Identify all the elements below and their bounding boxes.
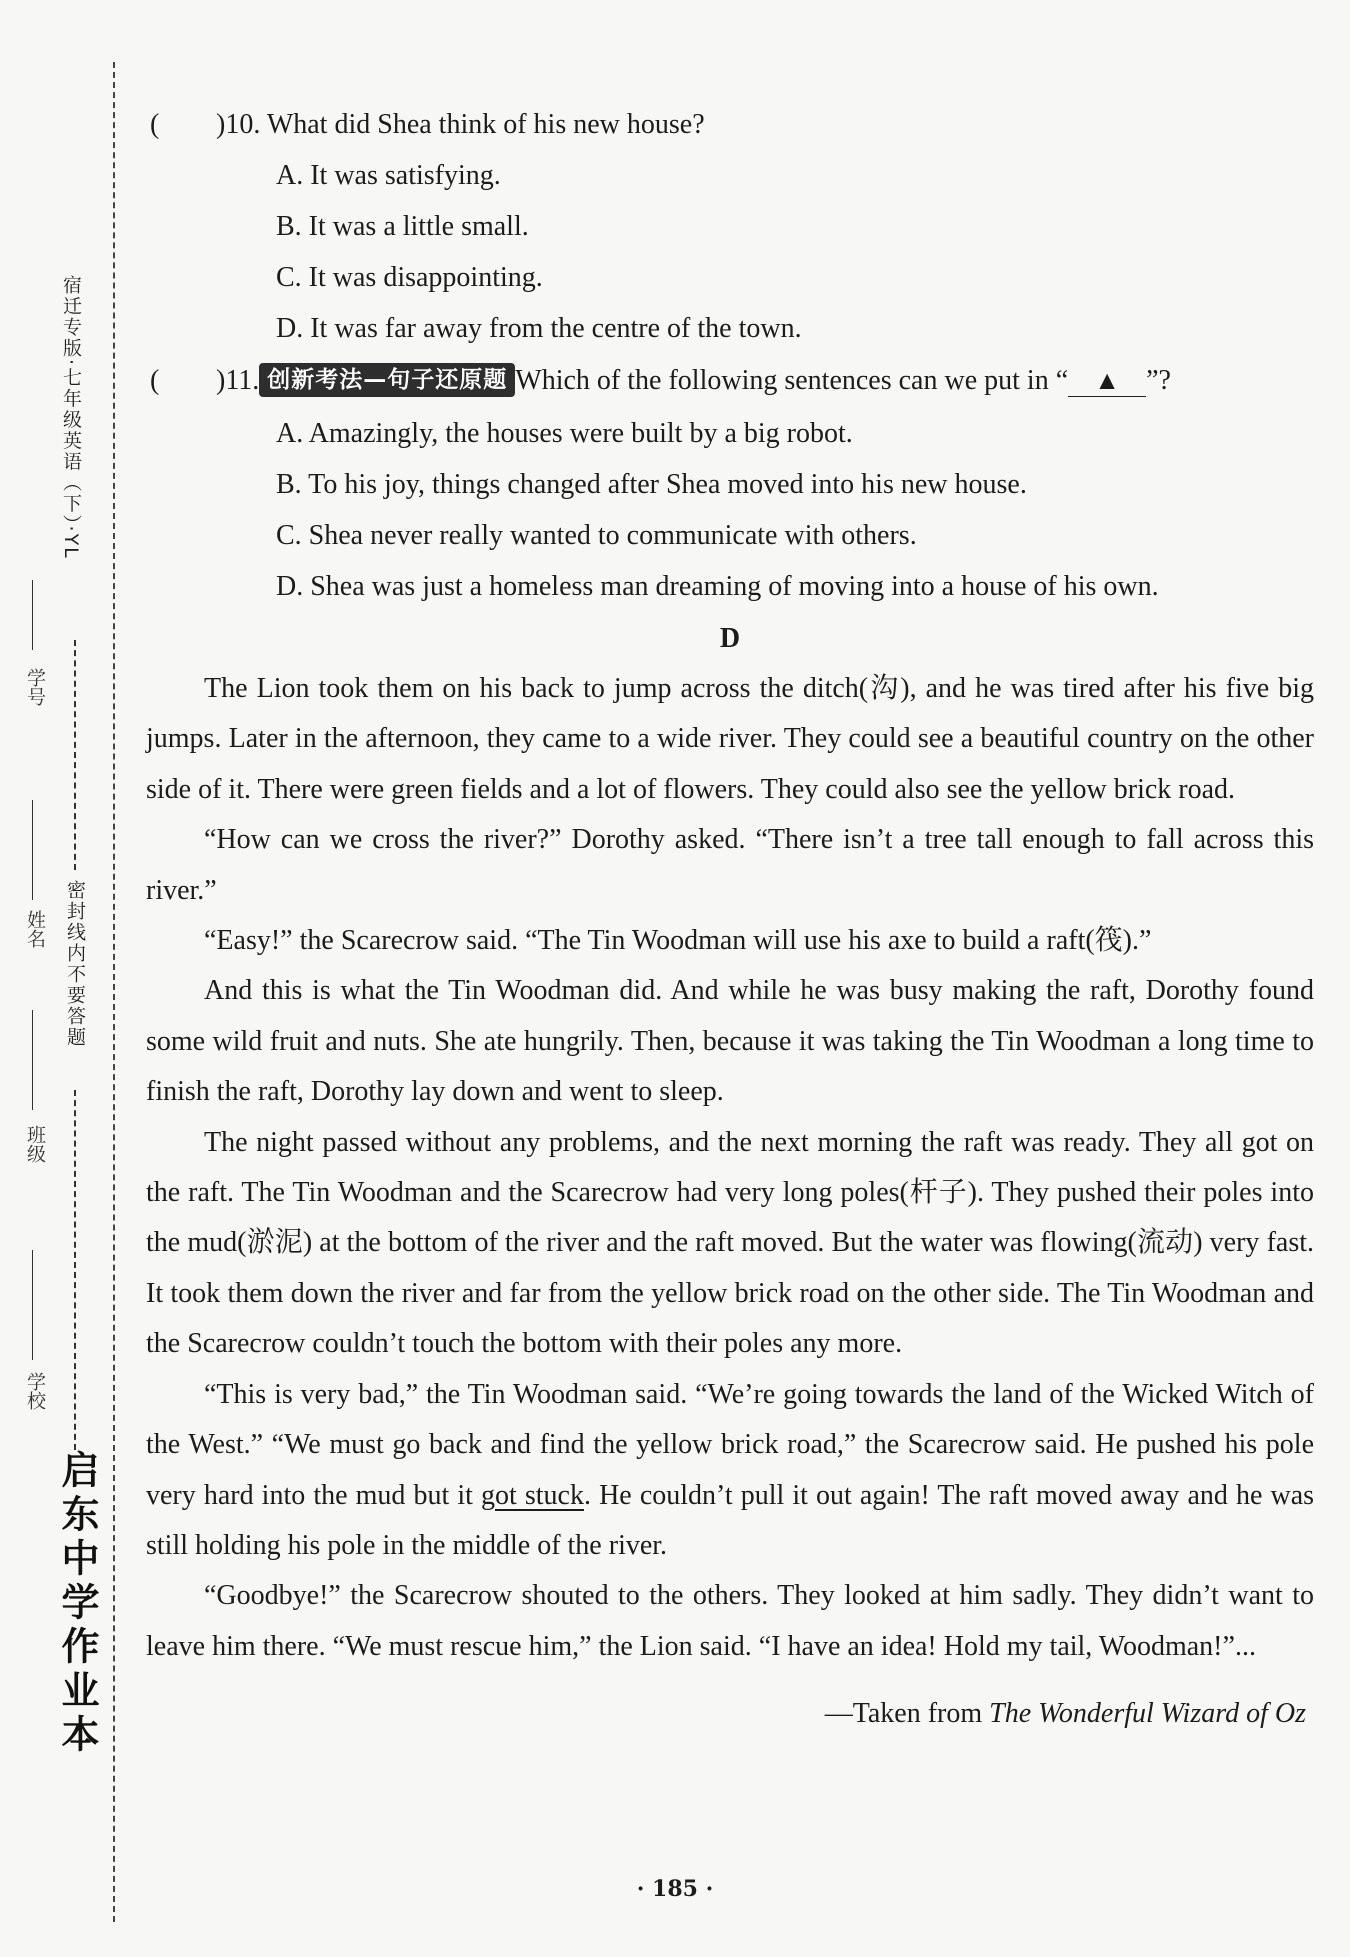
q10-option-c: C. It was disappointing. [276, 262, 543, 293]
seal-dash-top [74, 640, 76, 870]
question-content [146, 100, 1314, 1734]
answer-paren[interactable]: ( [150, 109, 160, 140]
source-title: The Wonderful Wizard of Oz [989, 1698, 1306, 1730]
cut-line [113, 62, 115, 1922]
question-number [216, 100, 705, 150]
q10-number: )10. [216, 109, 261, 140]
answer-blank [1068, 366, 1146, 397]
q11-option-d: D. Shea was just a homeless man dreaming of moving into a house of his own. [276, 571, 1159, 602]
question-type-tag: 创新考法—句子还原题 [259, 363, 515, 397]
p6-before: “This is very bad,” the Tin Woodman said. “We’re going towards the land of the Wicked Witch of the West.” “We must go back and find the yellow brick road,” the Scarecrow said. He pushed his pole very hard into the mud but it [146, 1378, 1314, 1511]
binding-margin [0, 0, 120, 1957]
q11-option-a: A. Amazingly, the houses were built by a big robot. [276, 418, 853, 449]
passage-paragraph-3: “Easy!” the Scarecrow said. “The Tin Woodman will use his axe to build a raft(筏).” [204, 925, 1152, 957]
q10-stem: What did Shea think of his new house? [266, 109, 705, 140]
class-line[interactable] [32, 1010, 33, 1110]
q11-stem-after: ”? [1146, 365, 1171, 396]
section-heading: D [719, 623, 741, 654]
q11-stem-before: Which of the following sentences can we put in “ [515, 365, 1069, 396]
name-line[interactable] [32, 800, 33, 900]
student-id-label: 学号 [24, 668, 46, 706]
school-line[interactable] [32, 1250, 33, 1360]
brand-title: 启东中学作业本 [55, 1450, 99, 1758]
page-number: · 185 · [636, 1876, 714, 1902]
passage-paragraph-1: The Lion took them on his back to jump across the ditch(沟), and he was tired after his five big jumps. Later in the afternoon, they came to a wide river. They could see a beautiful country on the other side of it. There were green fields and a lot of flowers. They could also see the yellow brick road. [146, 673, 1314, 805]
triangle-icon: ▲ [1094, 366, 1120, 395]
p6-after: . He couldn’t pull it out again! The raft moved away and he was still holding his pole in the middle of the river. [146, 1479, 1315, 1561]
underlined-phrase: got stuck [481, 1479, 584, 1511]
class-label: 班级 [24, 1125, 46, 1163]
q10-option-d: D. It was far away from the centre of the town. [276, 313, 802, 344]
q11-number: )11. [216, 365, 260, 396]
book-label: 宿迁专版·七年级英语（下）·YL [60, 275, 82, 560]
passage-paragraph-2: “How can we cross the river?” Dorothy asked. “There isn’t a tree tall enough to fall across this river.” [146, 824, 1314, 906]
seal-note: 密封线内不要答题 [64, 880, 86, 1048]
question-11 [146, 354, 1314, 408]
q10-option-a: A. It was satisfying. [276, 160, 501, 191]
school-label: 学校 [24, 1372, 46, 1410]
seal-dash-bottom [74, 1090, 76, 1450]
passage-paragraph-4: And this is what the Tin Woodman did. And while he was busy making the raft, Dorothy found some wild fruit and nuts. She ate hungrily. Then, because it was taking the Tin Woodman a long time to finish the raft, Dorothy lay down and went to sleep. [146, 975, 1314, 1108]
student-id-line[interactable] [32, 580, 33, 650]
q11-option-b: B. To his joy, things changed after Shea moved into his new house. [276, 469, 1027, 500]
answer-paren[interactable]: ( [150, 365, 160, 396]
q11-option-c: C. Shea never really wanted to communicate with others. [276, 520, 917, 551]
passage-paragraph-6 [146, 1370, 1314, 1572]
source-citation [146, 1694, 1314, 1734]
passage-paragraph-7: “Goodbye!” the Scarecrow shouted to the others. They looked at him sadly. They didn’t want to leave him there. “We must rescue him,” the Lion said. “I have an idea! Hold my tail, Woodman!”... [146, 1580, 1314, 1662]
passage-paragraph-5: The night passed without any problems, and the next morning the raft was ready. They all got on the raft. The Tin Woodman and the Scarecrow had very long poles(杆子). They pushed their poles into the mud(淤泥) at the bottom of the river and the raft moved. But the water was flowing(流动) very fast. It took them down the river and far from the yellow brick road on the other side. The Tin Woodman and the Scarecrow couldn’t touch the bottom with their poles any more. [146, 1126, 1314, 1360]
name-label: 姓名 [24, 910, 46, 948]
question-10 [146, 100, 1314, 150]
q10-option-b: B. It was a little small. [276, 211, 529, 242]
source-prefix: —Taken from [824, 1698, 990, 1730]
